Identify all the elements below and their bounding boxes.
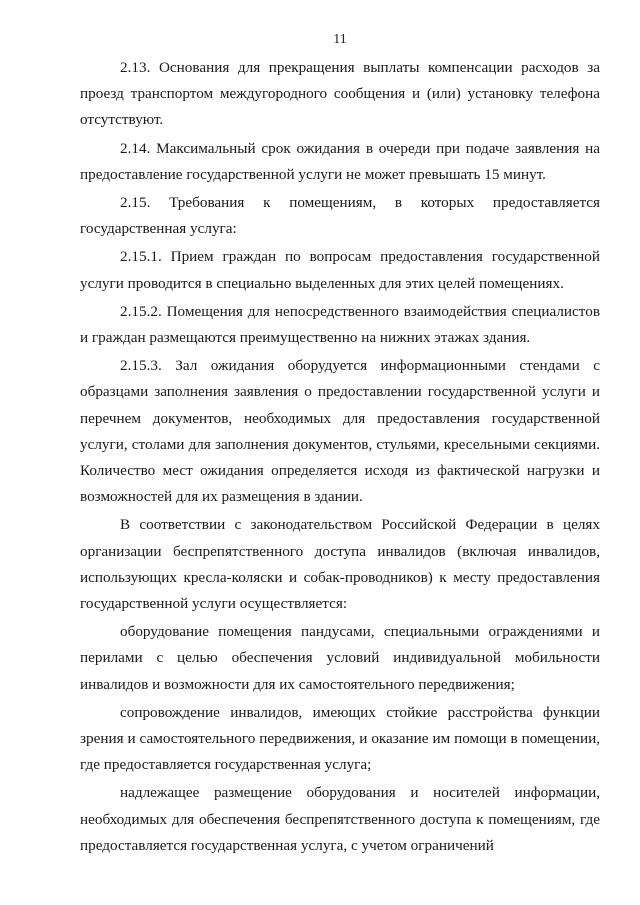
paragraph-equipment-placement: надлежащее размещение оборудования и носителей информации, необходимых для обеспечения беспрепятственного доступа к помещениям, где предоставляется государственная услуга, с учетом ограничений	[80, 784, 600, 854]
paragraph-accessibility-intro: В соответствии с законодательством Российской Федерации в целях организации беспрепятственного доступа инвалидов (включая инвалидов, использующих кресла-коляски и собак-проводников) к месту предоставления государственной услуги осуществляется:	[80, 516, 600, 613]
paragraph-2-14: 2.14. Максимальный срок ожидания в очереди при подаче заявления на предоставление государственной услуги не может превышать 15 минут.	[80, 139, 600, 183]
paragraph-2-15-1: 2.15.1. Прием граждан по вопросам предоставления государственной услуги проводится в специально выделенных для этих целей помещениях.	[80, 248, 600, 292]
paragraph-2-15: 2.15. Требования к помещениям, в которых предоставляется государственная услуга:	[80, 194, 600, 238]
document-body	[80, 55, 600, 859]
paragraph-2-13: 2.13. Основания для прекращения выплаты компенсации расходов за проезд транспортом междугородного сообщения и (или) установку телефона отсутствуют.	[80, 59, 600, 129]
paragraph-2-15-3: 2.15.3. Зал ожидания оборудуется информационными стендами с образцами заполнения заявления о предоставлении государственной услуги и перечнем документов, необходимых для предоставления государственной услуги, столами для заполнения документов, стульями, кресельными секциями. Количество мест ожидания определяется исходя из фактической нагрузки и возможностей для их размещения в здании.	[80, 357, 600, 506]
paragraph-escort: сопровождение инвалидов, имеющих стойкие расстройства функции зрения и самостоятельного передвижения, и оказание им помощи в помещении, где предоставляется государственная услуга;	[80, 703, 600, 774]
paragraph-2-15-2: 2.15.2. Помещения для непосредственного взаимодействия специалистов и граждан размещаются преимущественно на нижних этажах здания.	[80, 302, 600, 347]
paragraph-ramps: оборудование помещения пандусами, специальными ограждениями и перилами с целью обеспечения условий индивидуальной мобильности инвалидов и возможности для их самостоятельного передвижения;	[80, 623, 600, 693]
page-number: 11	[333, 32, 347, 47]
